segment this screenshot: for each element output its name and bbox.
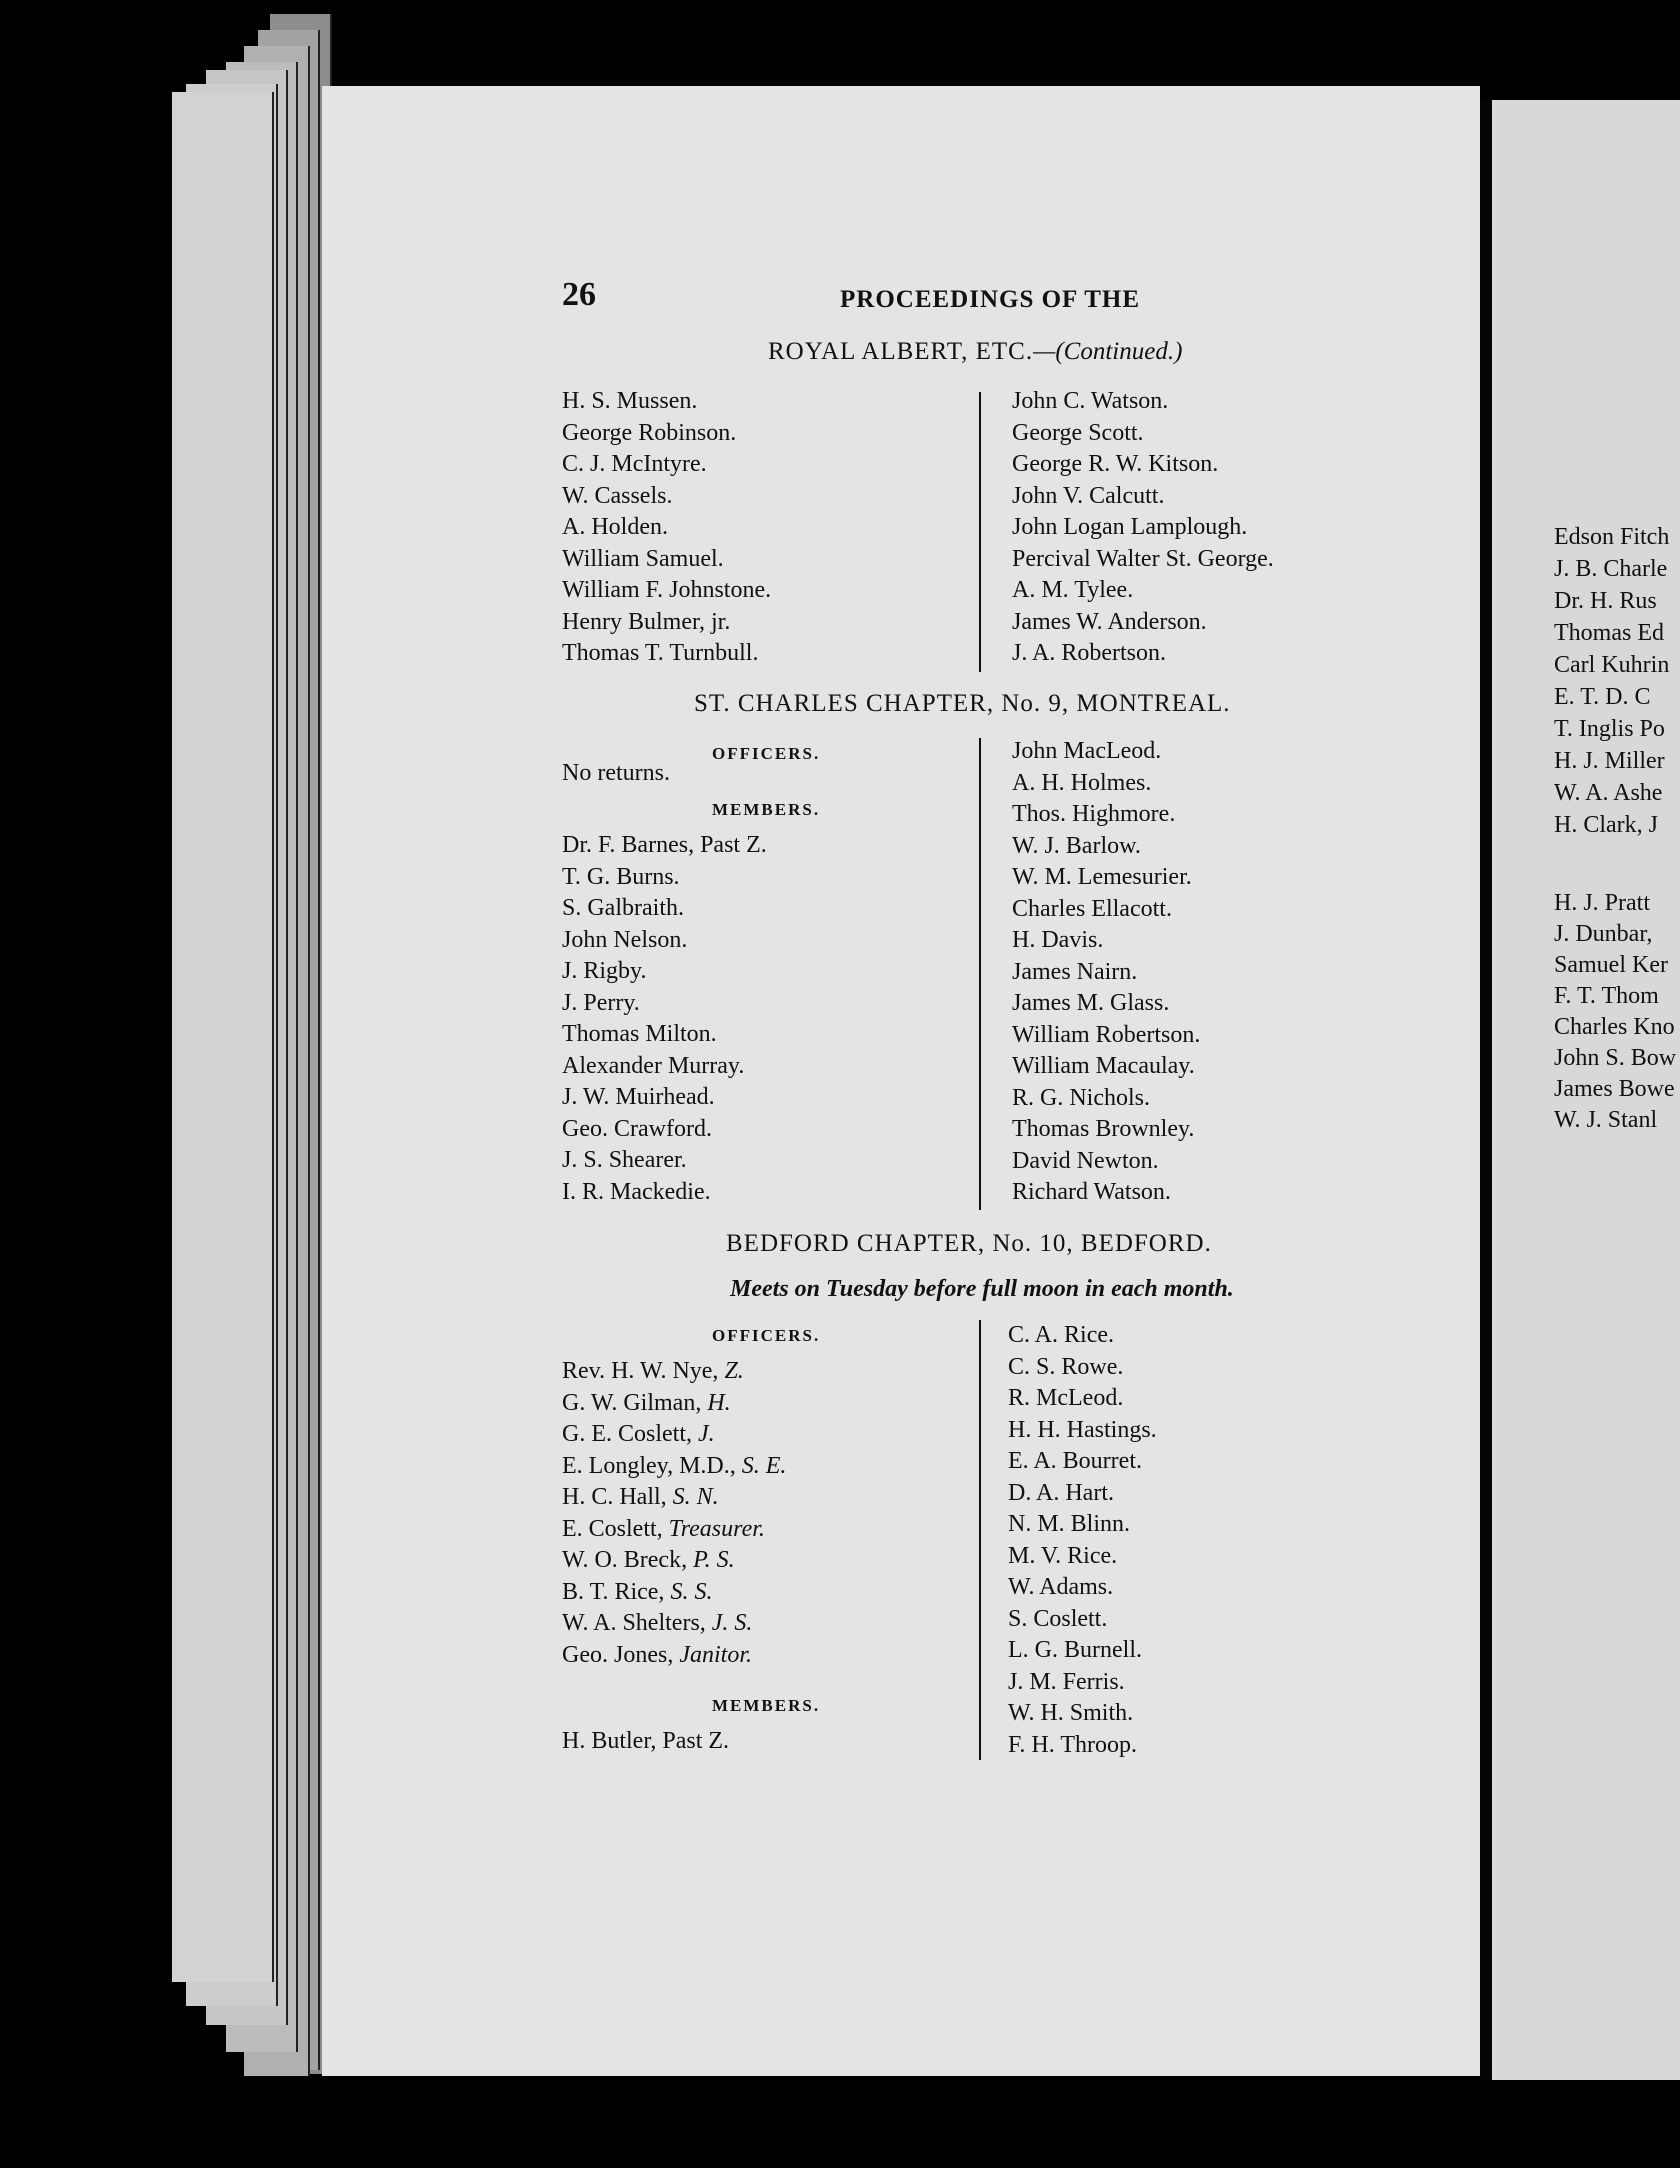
member-name: C. A. Rice. xyxy=(1008,1322,1114,1348)
officer-role: J. xyxy=(698,1421,715,1447)
column-rule xyxy=(979,1320,981,1760)
continued-note: —(Continued.) xyxy=(1033,338,1183,365)
officer-entry xyxy=(562,1451,786,1483)
facing-page-line: J. Dunbar, xyxy=(1554,921,1653,947)
member-name: Richard Watson. xyxy=(1012,1179,1171,1205)
member-name: John Nelson. xyxy=(562,926,688,953)
facing-page-line: Edson Fitch xyxy=(1554,524,1670,550)
member-name: F. H. Throop. xyxy=(1008,1731,1137,1758)
member-name: James Nairn. xyxy=(1012,958,1138,985)
member-name: S. Galbraith. xyxy=(562,895,684,921)
royal-albert-right-column xyxy=(1012,386,1274,670)
officers-label: OFFICERS. xyxy=(712,1326,821,1345)
member-name: Thomas Brownley. xyxy=(1012,1116,1195,1142)
officer-role: S. E. xyxy=(741,1452,787,1479)
member-name: E. A. Bourret. xyxy=(1008,1448,1142,1474)
member-name: J. Rigby. xyxy=(562,958,647,984)
member-name: D. A. Hart. xyxy=(1008,1479,1114,1506)
officer-name: E. Coslett, xyxy=(562,1515,669,1542)
officers-label: OFFICERS. xyxy=(712,744,821,763)
member-name: J. S. Shearer. xyxy=(562,1147,687,1173)
section-title-st-charles: ST. CHARLES CHAPTER, No. 9, MONTREAL. xyxy=(694,690,1231,717)
meeting-note: Meets on Tuesday before full moon in each month. xyxy=(730,1276,1234,1302)
member-name: Dr. F. Barnes, Past Z. xyxy=(562,832,767,858)
member-name: David Newton. xyxy=(1012,1147,1159,1174)
officer-role: Janitor. xyxy=(679,1641,752,1668)
officer-entry xyxy=(562,1514,786,1546)
member-name: A. H. Holmes. xyxy=(1012,769,1152,796)
members-label: MEMBERS. xyxy=(712,800,821,819)
member-name: S. Coslett. xyxy=(1008,1605,1108,1632)
running-title: PROCEEDINGS OF THE xyxy=(840,286,1140,313)
book-page xyxy=(322,86,1480,2076)
member-name: J. A. Robertson. xyxy=(1012,640,1167,666)
member-name: W. J. Barlow. xyxy=(1012,832,1141,859)
member-name: Thomas Milton. xyxy=(562,1021,717,1047)
member-name: James M. Glass. xyxy=(1012,990,1170,1016)
member-name: W. Cassels. xyxy=(562,482,673,509)
member-name: N. M. Blinn. xyxy=(1008,1511,1131,1537)
column-rule xyxy=(979,392,981,672)
officer-name: G. W. Gilman, xyxy=(562,1389,708,1416)
facing-page-line: W. A. Ashe xyxy=(1554,780,1663,806)
facing-page-line: H. J. Miller xyxy=(1554,748,1665,774)
member-name: W. Adams. xyxy=(1008,1574,1114,1600)
member-name: M. V. Rice. xyxy=(1008,1542,1118,1569)
officer-name: H. C. Hall, xyxy=(562,1484,673,1510)
member-name: Henry Bulmer, jr. xyxy=(562,608,731,635)
member-name: A. Holden. xyxy=(562,514,668,540)
facing-page-line: Carl Kuhrin xyxy=(1554,652,1670,678)
member-name: H. Davis. xyxy=(1012,927,1104,953)
member-name: William F. Johnstone. xyxy=(562,577,772,603)
facing-page-line: F. T. Thom xyxy=(1554,983,1659,1009)
member-name: James W. Anderson. xyxy=(1012,608,1207,635)
facing-page-line: James Bowe xyxy=(1554,1076,1675,1102)
member-name: H. H. Hastings. xyxy=(1008,1416,1157,1443)
officer-role: Treasurer. xyxy=(668,1515,765,1542)
member-name: J. W. Muirhead. xyxy=(562,1084,715,1110)
member-name: I. R. Mackedie. xyxy=(562,1178,711,1205)
member-name: John V. Calcutt. xyxy=(1012,482,1165,509)
member-name: J. Perry. xyxy=(562,989,640,1016)
members-label: MEMBERS. xyxy=(712,1696,821,1715)
member-name: W. M. Lemesurier. xyxy=(1012,864,1192,890)
officer-role: H. xyxy=(707,1389,731,1416)
officers-note: No returns. xyxy=(562,760,670,786)
facing-page-line: W. J. Stanl xyxy=(1554,1107,1658,1133)
member-name: Alexander Murray. xyxy=(562,1052,745,1079)
page-number: 26 xyxy=(562,276,596,313)
officer-entry xyxy=(562,1482,786,1514)
officer-name: G. E. Coslett, xyxy=(562,1421,698,1447)
member-name: George R. W. Kitson. xyxy=(1012,451,1219,477)
facing-page-line: John S. Bow xyxy=(1554,1045,1677,1071)
officer-role: J. S. xyxy=(711,1610,753,1636)
member-name: C. J. McIntyre. xyxy=(562,451,707,477)
officer-role: Z. xyxy=(724,1358,744,1384)
officer-entry xyxy=(562,1640,786,1672)
officer-entry xyxy=(562,1545,786,1577)
member-name: Geo. Crawford. xyxy=(562,1115,712,1142)
member-name: A. M. Tylee. xyxy=(1012,577,1134,603)
facing-page-line: H. J. Pratt xyxy=(1554,890,1650,916)
member-name: H. S. Mussen. xyxy=(562,388,698,414)
officer-entry xyxy=(562,1608,786,1640)
member-name: Percival Walter St. George. xyxy=(1012,545,1274,572)
member-name: John Logan Lamplough. xyxy=(1012,514,1248,540)
officer-entry xyxy=(562,1419,786,1451)
member-name: Thomas T. Turnbull. xyxy=(562,640,759,666)
member-name: William Samuel. xyxy=(562,545,724,572)
facing-page xyxy=(1492,100,1680,2080)
gutter xyxy=(1480,100,1492,2080)
member-name: R. G. Nichols. xyxy=(1012,1084,1150,1111)
officer-name: W. O. Breck, xyxy=(562,1547,694,1573)
royal-albert-left-column xyxy=(562,386,771,670)
member-name: R. McLeod. xyxy=(1008,1385,1124,1411)
officer-name: Rev. H. W. Nye, xyxy=(562,1358,725,1384)
officer-name: W. A. Shelters, xyxy=(562,1610,712,1636)
officer-role: P. S. xyxy=(693,1547,735,1573)
bedford-officers-column xyxy=(562,1356,786,1671)
member-name: Thos. Highmore. xyxy=(1012,801,1176,827)
member-name: T. G. Burns. xyxy=(562,863,680,890)
member-name: Charles Ellacott. xyxy=(1012,895,1172,922)
facing-page-line: Samuel Ker xyxy=(1554,952,1668,978)
facing-page-line: E. T. D. C xyxy=(1554,684,1651,710)
member-name: C. S. Rowe. xyxy=(1008,1353,1124,1380)
facing-page-line: Charles Kno xyxy=(1554,1014,1675,1040)
officer-name: E. Longley, M.D., xyxy=(562,1452,742,1479)
facing-page-line: T. Inglis Po xyxy=(1554,716,1665,742)
officer-name: B. T. Rice, xyxy=(562,1578,671,1605)
member-name: H. Butler, Past Z. xyxy=(562,1728,730,1754)
column-rule xyxy=(979,738,981,1210)
member-name: John MacLeod. xyxy=(1012,738,1162,764)
member-name: J. M. Ferris. xyxy=(1008,1668,1125,1695)
bedford-left-members xyxy=(562,1726,729,1758)
member-name: John C. Watson. xyxy=(1012,388,1169,414)
member-name: George Scott. xyxy=(1012,419,1144,446)
facing-page-line: Dr. H. Rus xyxy=(1554,588,1657,614)
officer-entry xyxy=(562,1577,786,1609)
bedford-right-column xyxy=(1008,1320,1157,1761)
officer-entry xyxy=(562,1356,786,1388)
member-name: William Macaulay. xyxy=(1012,1053,1195,1079)
member-name: L. G. Burnell. xyxy=(1008,1637,1142,1663)
facing-page-line: Thomas Ed xyxy=(1554,620,1664,646)
page-edge xyxy=(172,92,274,1982)
section-title-bedford: BEDFORD CHAPTER, No. 10, BEDFORD. xyxy=(726,1230,1212,1257)
section-title-royal-albert: ROYAL ALBERT, ETC.—(Continued.) xyxy=(768,338,1183,365)
member-name: William Robertson. xyxy=(1012,1021,1201,1048)
officer-entry xyxy=(562,1388,786,1420)
member-name: George Robinson. xyxy=(562,419,737,446)
officer-role: S. N. xyxy=(672,1484,719,1510)
st-charles-left-column xyxy=(562,830,767,1208)
facing-page-line: H. Clark, J xyxy=(1554,812,1658,838)
member-name: W. H. Smith. xyxy=(1008,1700,1134,1726)
officer-role: S. S. xyxy=(670,1578,713,1605)
st-charles-right-column xyxy=(1012,736,1200,1209)
facing-page-line: J. B. Charle xyxy=(1554,556,1668,582)
officer-name: Geo. Jones, xyxy=(562,1641,680,1668)
